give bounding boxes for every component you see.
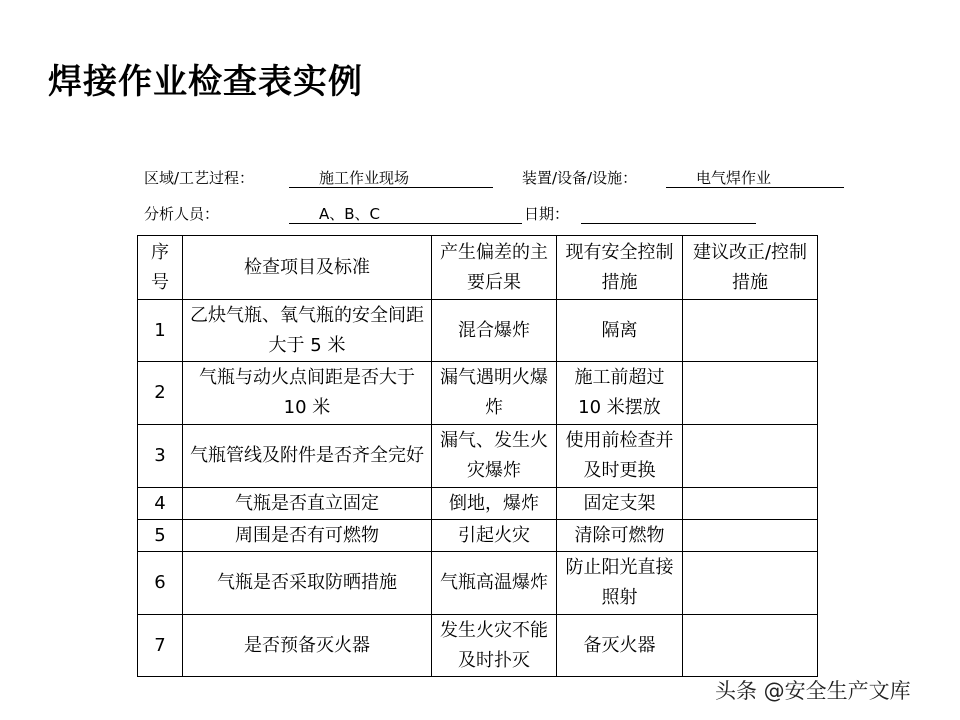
watermark: 头条 @安全生产文库	[715, 679, 911, 703]
info-row-analyst	[144, 204, 844, 226]
cell-consequence: 引起火灾	[432, 520, 557, 552]
table-row	[138, 552, 818, 615]
area-value: 施工作业现场	[289, 168, 493, 188]
cell-measures: 使用前检查并及时更换	[557, 425, 683, 488]
cell-no: 5	[138, 520, 183, 552]
cell-item: 气瓶管线及附件是否齐全完好	[183, 425, 432, 488]
cell-consequence: 倒地，爆炸	[432, 488, 557, 520]
cell-item: 周围是否有可燃物	[183, 520, 432, 552]
cell-suggestion	[683, 615, 818, 677]
cell-item: 气瓶是否直立固定	[183, 488, 432, 520]
table-row	[138, 615, 818, 677]
cell-item: 气瓶与动火点间距是否大于 10 米	[183, 362, 432, 425]
cell-suggestion	[683, 552, 818, 615]
analyst-value: A、B、C	[289, 204, 522, 224]
header-consequence: 产生偏差的主要后果	[432, 236, 557, 300]
table-row	[138, 300, 818, 362]
device-value: 电气焊作业	[666, 168, 844, 188]
cell-measures: 固定支架	[557, 488, 683, 520]
table-row	[138, 362, 818, 425]
cell-item: 气瓶是否采取防晒措施	[183, 552, 432, 615]
header-no: 序号	[138, 236, 183, 300]
cell-consequence: 混合爆炸	[432, 300, 557, 362]
area-label: 区域/工艺过程：	[144, 169, 255, 187]
cell-no: 6	[138, 552, 183, 615]
header-measures: 现有安全控制措施	[557, 236, 683, 300]
checklist-table	[137, 235, 818, 677]
header-suggestion: 建议改正/控制措施	[683, 236, 818, 300]
cell-consequence: 气瓶高温爆炸	[432, 552, 557, 615]
cell-measures: 备灭火器	[557, 615, 683, 677]
cell-measures: 施工前超过 10 米摆放	[557, 362, 683, 425]
cell-suggestion	[683, 488, 818, 520]
cell-suggestion	[683, 520, 818, 552]
cell-suggestion	[683, 425, 818, 488]
page-title: 焊接作业检查表实例	[48, 62, 363, 102]
cell-consequence: 发生火灾不能及时扑灭	[432, 615, 557, 677]
cell-item: 乙炔气瓶、氧气瓶的安全间距大于 5 米	[183, 300, 432, 362]
analyst-label: 分析人员：	[144, 205, 220, 223]
cell-measures: 防止阳光直接照射	[557, 552, 683, 615]
date-value	[581, 204, 756, 224]
cell-suggestion	[683, 300, 818, 362]
table-row	[138, 520, 818, 552]
header-item: 检查项目及标准	[183, 236, 432, 300]
cell-no: 3	[138, 425, 183, 488]
cell-measures: 清除可燃物	[557, 520, 683, 552]
date-label: 日期：	[524, 205, 570, 223]
info-row-area	[144, 168, 844, 190]
cell-no: 1	[138, 300, 183, 362]
table-header-row	[138, 236, 818, 300]
cell-no: 2	[138, 362, 183, 425]
cell-consequence: 漏气遇明火爆炸	[432, 362, 557, 425]
table-row	[138, 488, 818, 520]
cell-no: 4	[138, 488, 183, 520]
table-row	[138, 425, 818, 488]
cell-suggestion	[683, 362, 818, 425]
cell-item: 是否预备灭火器	[183, 615, 432, 677]
cell-consequence: 漏气、发生火灾爆炸	[432, 425, 557, 488]
cell-no: 7	[138, 615, 183, 677]
device-label: 装置/设备/设施：	[522, 169, 638, 187]
cell-measures: 隔离	[557, 300, 683, 362]
